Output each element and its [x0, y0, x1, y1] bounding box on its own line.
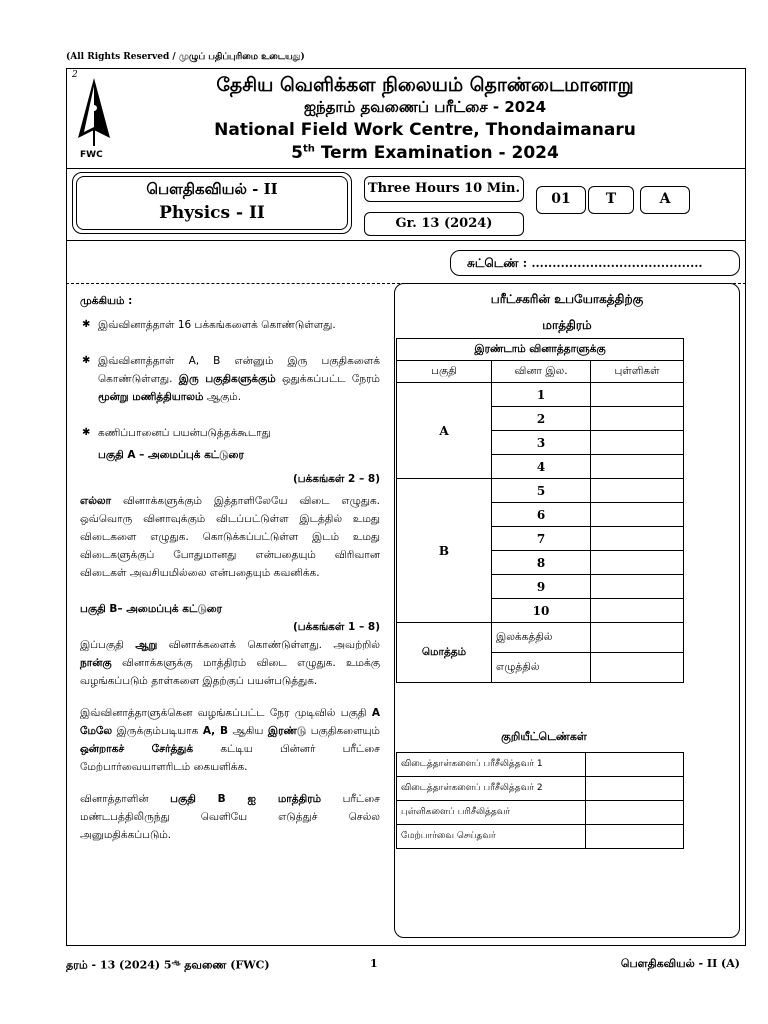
total-numbers-cell[interactable]	[591, 623, 684, 653]
rights-notice: (All Rights Reserved / முழுப் பதிப்புரிமை உடையது)	[66, 52, 305, 62]
code-row-cell[interactable]	[586, 825, 684, 849]
submission-instructions: இவ்வினாத்தாளுக்கென வழங்கப்பட்ட நேர முடிவில் பகுதி A மேலே இருக்கும்படியாக A, B ஆகிய இரண்டு பகுதிகளையும் ஒன்றாகச் சேர்த்துக் கட்டிய பின்னர் பரீட்சை மேற்பார்வையாளரிடம் கையளிக்க.	[80, 707, 380, 773]
marks-cell[interactable]	[591, 383, 684, 407]
tamil-institution-title: தேசிய வெளிக்கள நிலையம் தொண்டைமானாறு	[216, 74, 634, 96]
question-number: 6	[492, 503, 591, 527]
part-b-title: பகுதி B– அமைப்புக் கட்டுரை	[80, 603, 223, 615]
part-a-instructions: எல்லா வினாக்களுக்கும் இத்தாளிலேயே விடை எழுதுக. ஒவ்வொரு வினாவுக்கும் விடப்பட்டுள்ள இடத்தில் உமது விடைகளை எழுதுக. கொடுக்கப்பட்டுள்ள இடம் உமது விடைகளுக்குப் போதுமானது என்பதையும் விரிவான விடைகள் அவசியமில்லை என்பதையும் கவனிக்க.	[80, 495, 380, 579]
marks-cell[interactable]	[591, 407, 684, 431]
marks-cell[interactable]	[591, 479, 684, 503]
part-a-pages: (பக்கங்கள் 2 – 8)	[292, 473, 380, 485]
code-box-3: A	[640, 186, 690, 214]
footer-left: தரம் - 13 (2024) $5^ஆ$ தவணை (FWC)	[66, 957, 270, 972]
code-row-label: மேற்பார்வை செய்தவர்	[397, 825, 586, 849]
col-question: வினா இல.	[492, 361, 591, 383]
part-a-title: பகுதி A – அமைப்புக் கட்டுரை	[98, 449, 244, 461]
total-in-numbers-label: இலக்கத்தில்	[492, 623, 591, 653]
total-in-words-label: எழுத்தில்	[492, 653, 591, 683]
marks-cell[interactable]	[591, 503, 684, 527]
grade-box: Gr. 13 (2024)	[364, 212, 524, 236]
marks-cell[interactable]	[591, 551, 684, 575]
part-b-label: B	[397, 479, 492, 623]
marks-cell[interactable]	[591, 527, 684, 551]
col-part: பகுதி	[397, 361, 492, 383]
code-row-label: புள்ளிகளைப் பரிசீலித்தவர்	[397, 801, 586, 825]
question-number: 7	[492, 527, 591, 551]
footer-right: பௌதிகவியல் - II (A)	[620, 957, 740, 970]
total-label: மொத்தம்	[397, 623, 492, 683]
code-box-1: 01	[536, 186, 586, 214]
examiner-title: பரீட்சகரின் உபயோகத்திற்கு	[490, 292, 644, 306]
code-row-cell[interactable]	[586, 777, 684, 801]
question-number: 10	[492, 599, 591, 623]
examiner-title-2: மாத்திரம்	[542, 318, 592, 332]
duration-box: Three Hours 10 Min.	[364, 176, 524, 202]
question-number: 2	[492, 407, 591, 431]
subject-tamil: பௌதிகவியல் - II	[146, 180, 278, 198]
instructions-heading: முக்கியம் :	[80, 295, 133, 307]
page-marker: 2	[72, 70, 78, 80]
code-row-label: விடைத்தாள்களைப் பரீசீலித்தவர் 2	[397, 777, 586, 801]
subject-divider	[66, 240, 746, 241]
instruction-parts: ✱ இவ்வினாத்தாள் A, B என்னும் இரு பகுதிகளைக் கொண்டுள்ளது. இரு பகுதிகளுக்கும் ஒதுக்கப்பட்ட நேரம் மூன்று மணித்தியாலம் ஆகும்.	[80, 352, 380, 406]
total-words-cell[interactable]	[591, 653, 684, 683]
question-number: 9	[492, 575, 591, 599]
subject-english: Physics - II	[159, 203, 265, 223]
code-numbers-table	[396, 752, 684, 849]
marks-cell[interactable]	[591, 431, 684, 455]
instruction-pages: ✱ இவ்வினாத்தாள் 16 பக்கங்களைக் கொண்டுள்ளது.	[80, 316, 380, 334]
marks-table	[396, 338, 684, 683]
english-exam-title: 5th Term Examination - 2024	[291, 143, 559, 163]
part-a-label: A	[397, 383, 492, 479]
marks-table-title: இரண்டாம் வினாத்தாளுக்கு	[397, 339, 684, 361]
part-b-pages: (பக்கங்கள் 1 – 8)	[292, 621, 380, 633]
index-number-field[interactable]: சுட்டெண் : .........................................	[450, 250, 740, 276]
marks-cell[interactable]	[591, 599, 684, 623]
code-row-label: விடைத்தாள்களைப் பரீசீலித்தவர் 1	[397, 753, 586, 777]
instructions-column	[80, 292, 380, 844]
question-number: 1	[492, 383, 591, 407]
question-number: 5	[492, 479, 591, 503]
question-number: 3	[492, 431, 591, 455]
header-divider	[66, 168, 746, 169]
code-numbers-title: குறியீட்டெண்கள்	[501, 730, 587, 743]
marks-cell[interactable]	[591, 575, 684, 599]
code-row-cell[interactable]	[586, 753, 684, 777]
marks-cell[interactable]	[591, 455, 684, 479]
question-number: 8	[492, 551, 591, 575]
col-marks: புள்ளிகள்	[591, 361, 684, 383]
code-row-cell[interactable]	[586, 801, 684, 825]
tamil-exam-title: ஐந்தாம் தவணைப் பரீட்சை - 2024	[303, 98, 547, 116]
take-away-instructions: வினாத்தாளின் பகுதி B ஐ மாத்திரம் பரீட்சை மண்டபத்திலிருந்து வெளியே எடுத்துச் செல்ல அனுமதிக்கப்படும்.	[80, 793, 380, 841]
question-number: 4	[492, 455, 591, 479]
instruction-calculator: ✱ கணிப்பானைப் பயன்படுத்தக்கூடாது	[80, 424, 380, 442]
code-box-2: T	[588, 186, 634, 214]
english-institution-title: National Field Work Centre, Thondaimanaru	[214, 120, 636, 140]
footer-page-number: 1	[370, 957, 378, 970]
logo-label: FWC	[80, 150, 103, 160]
part-b-instructions: இப்பகுதி ஆறு வினாக்களைக் கொண்டுள்ளது. அவற்றில் நான்கு வினாக்களுக்கு மாத்திரம் விடை எழுதுக. உமக்கு வழங்கப்படும் தாள்களை இதற்குப் பயன்படுத்துக.	[80, 639, 380, 687]
